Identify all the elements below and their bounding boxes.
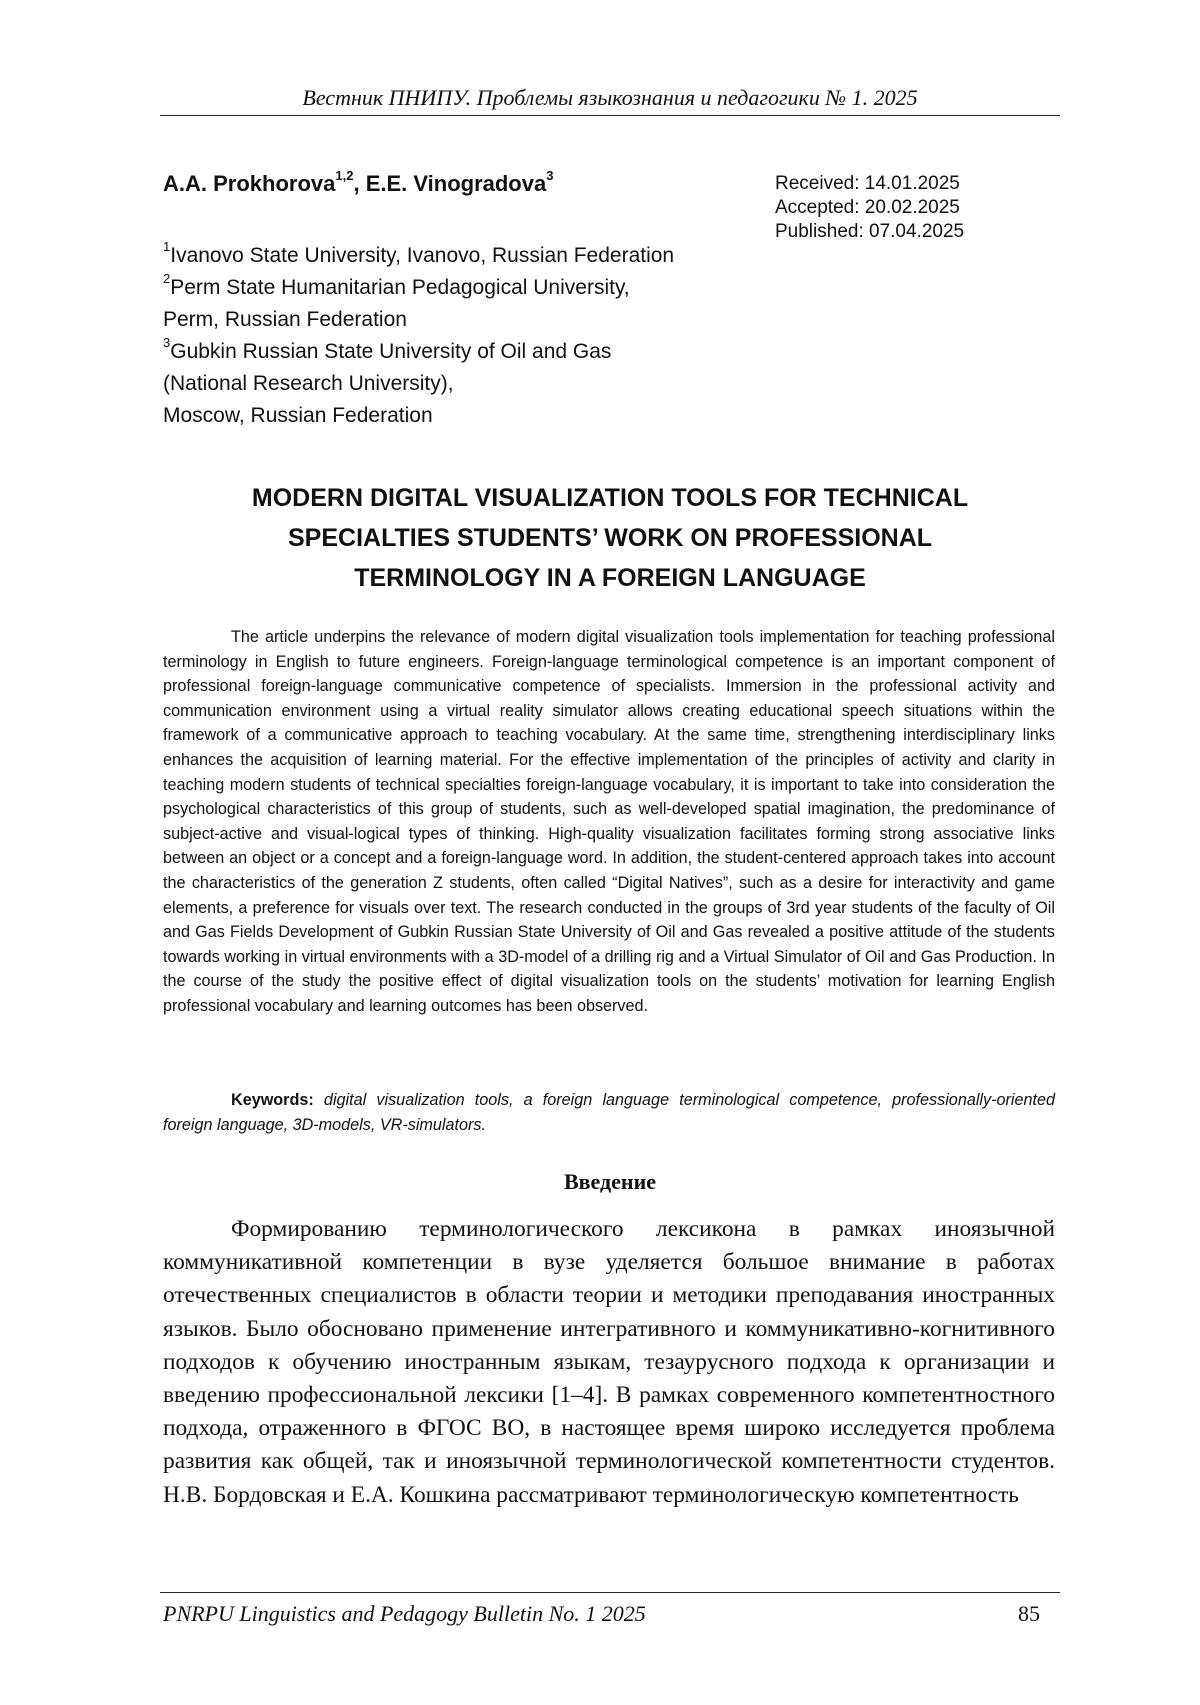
title-line-1: MODERN DIGITAL VISUALIZATION TOOLS FOR TECHNICAL [251,484,969,512]
affiliation-2 [163,272,763,304]
body-paragraph: Формированию терминологического лексикона в рамках иноязычной коммуникативной компетенции в вузе уделяется большое внимание в работах отечественных специалистов в области теории и методики преподавания иностранных языков. Было обосновано применение интегративного и коммуникативно-когнитивного подходов к обучению иностранным языкам, тезаурусного подхода к организации и введению профессиональной лексики [1–4]. В рамках современного компетентностного подхода, отраженного в ФГОС ВО, в настоящее время широко исследуется проблема развития как общей, так и иноязычной терминологической компетентности студентов. Н.В. Бордовская и Е.А. Кошкина рассматривают терминологическую компетентность [163,1216,1055,1508]
section-heading: Введение [563,1169,657,1194]
affiliation-3-mark: 3 [163,335,171,350]
affiliation-3-line-3: Moscow, Russian Federation [163,404,433,427]
author-line [163,167,554,198]
affiliation-2-line-2: Perm, Russian Federation [163,308,407,331]
affiliation-2-mark: 2 [163,271,171,286]
author-2-name: E.E. Vinogradova [365,171,547,196]
running-header: Вестник ПНИПУ. Проблемы языкознания и педагогики № 1. 2025 [302,85,918,110]
affiliation-3 [163,336,763,368]
keywords-label: Keywords: [231,1091,314,1109]
published-date: Published: 07.04.2025 [775,221,965,242]
affiliation-1-text: Ivanovo State University, Ivanovo, Russian Federation [170,244,675,267]
article-title [160,478,1060,598]
title-line-2: SPECIALTIES STUDENTS’ WORK ON PROFESSIONAL [287,524,933,552]
affiliation-3-line-1: Gubkin Russian State University of Oil and Gas [170,340,612,363]
footer-rule [160,1592,1060,1593]
author-2-affiliation-mark: 3 [546,167,554,183]
affiliation-1-mark: 1 [163,239,171,254]
abstract: The article underpins the relevance of modern digital visualization tools implementation for teaching professional terminology in English to future engineers. Foreign-language terminological competence is an important component of professional foreign-language communicative competence of specialists. Immersion in the professional activity and communication environment using a virtual reality simulator allows creating educational speech situations within the framework of a communicative approach to teaching vocabulary. At the same time, strengthening interdisciplinary links enhances the acquisition of learning material. For the effective implementation of the principles of activity and clarity in teaching modern students of technical specialties foreign-language vocabulary, it is important to take into consideration the psychological characteristics of this group of students, such as well-developed spatial imagination, the predominance of subject-active and visual-logical types of thinking. High-quality visualization facilitates forming strong associative links between an object or a concept and a foreign-language word. In addition, the student-centered approach takes into account the characteristics of the generation Z students, often called “Digital Natives”, such as a desire for interactivity and game elements, a preference for visuals over text. The research conducted in the groups of 3rd year students of the faculty of Oil and Gas Fields Development of Gubkin Russian State University of Oil and Gas revealed a positive attitude of the students towards working in virtual environments with a 3D-model of a drilling rig and a Virtual Simulator of Oil and Gas Production. In the course of the study the positive effect of digital visualization tools on the students’ motivation for learning English professional vocabulary and learning outcomes has been observed. [163,628,1055,1015]
author-1-affiliation-mark: 1,2 [335,167,354,183]
keywords [163,1088,1055,1137]
affiliation-2-line-1: Perm State Humanitarian Pedagogical University, [170,276,630,299]
author-separator: , [353,171,366,196]
affiliations [163,240,763,432]
keywords-text: digital visualization tools, a foreign language terminological competence, professionally-oriented foreign language, 3D-models, VR-simulators. [163,1091,1055,1134]
publication-dates [775,172,964,244]
affiliation-3-line-2: (National Research University), [163,372,454,395]
header-rule [160,115,1060,116]
page-number: 85 [1018,1601,1040,1626]
received-date: Received: 14.01.2025 [775,173,960,194]
title-line-3: TERMINOLOGY IN A FOREIGN LANGUAGE [354,564,866,592]
accepted-date: Accepted: 20.02.2025 [775,197,960,218]
affiliation-1 [163,240,763,272]
footer-journal-name: PNRPU Linguistics and Pedagogy Bulletin No. 1 2025 [163,1601,646,1626]
author-1-name: A.A. Prokhorova [163,171,336,196]
